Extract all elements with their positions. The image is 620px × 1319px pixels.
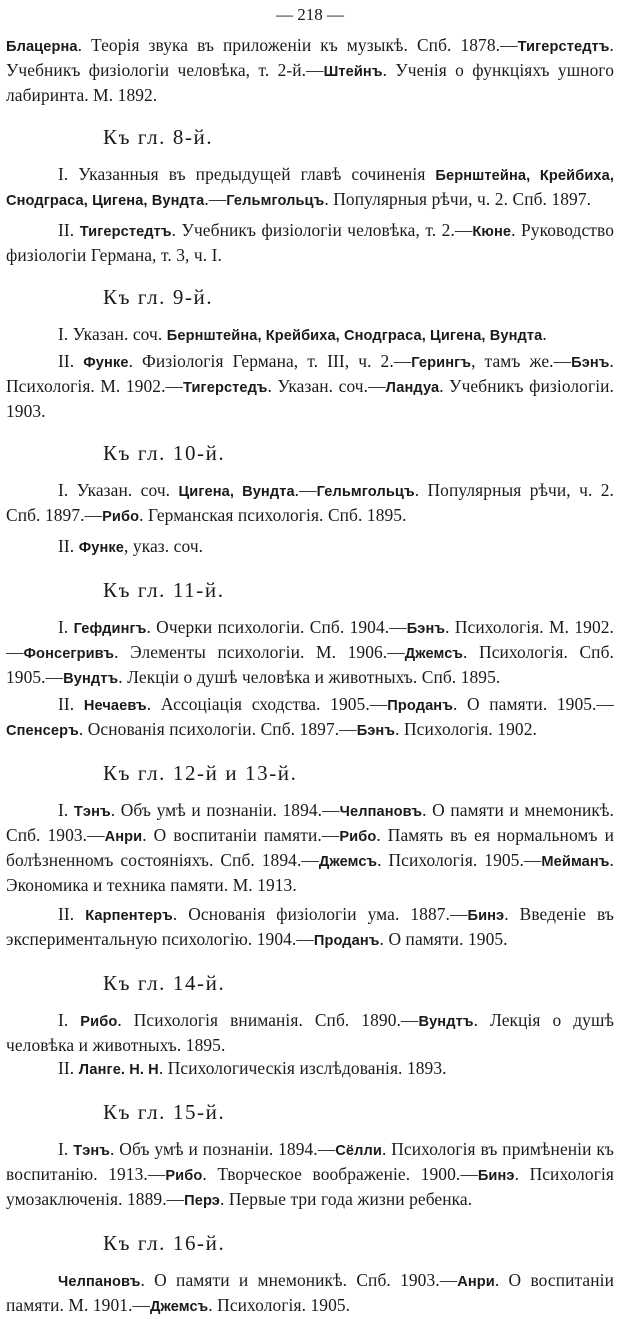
reference-text: . <box>542 324 547 344</box>
author-name: Челпановъ <box>339 804 423 820</box>
reference-text: . Германская психологiя. Спб. 1895. <box>139 505 407 525</box>
author-name: Бэнъ <box>356 723 396 739</box>
bibliography-paragraph <box>6 1057 614 1082</box>
reference-text: I. Указан. соч. <box>58 324 167 344</box>
reference-text: . Психологiя. М. 1902.— <box>6 351 614 396</box>
author-name: Функе <box>78 540 124 556</box>
reference-text: .— <box>204 189 227 209</box>
bibliography-paragraph <box>6 616 614 691</box>
reference-text: II. <box>58 536 79 556</box>
author-name: Анри <box>104 829 143 845</box>
bibliography-paragraph <box>6 1269 614 1319</box>
bibliography-content <box>6 34 614 1319</box>
reference-text: . Физiологiя Германа, т. III, ч. 2.— <box>128 351 412 371</box>
author-name: Рибо <box>339 829 377 845</box>
reference-text: II. <box>58 351 84 371</box>
author-name: Штейнъ <box>323 64 383 80</box>
reference-text: . Психологiя въ примѣненiи къ воспитанiю. 1913.— <box>6 1139 614 1184</box>
author-name: Ландуа <box>385 380 440 396</box>
reference-text: . О памяти и мнемоникѣ. Спб. 1903.— <box>140 1270 458 1290</box>
bibliography-paragraph <box>6 1138 614 1213</box>
reference-text: . Психологiя вниманiя. Спб. 1890.— <box>117 1010 419 1030</box>
bibliography-paragraph <box>6 163 614 213</box>
author-name: Блацерна <box>6 39 78 55</box>
reference-text: . Введенiе въ экспериментальную психологiю. 1904.— <box>6 904 614 949</box>
reference-text: . О памяти. 1905.— <box>452 694 614 714</box>
reference-text: . Психологiя. М. 1902.— <box>6 617 614 662</box>
reference-text: . Учебникъ физiологiи человѣка, т. 2.— <box>171 220 473 240</box>
author-name: Бинэ <box>477 1168 515 1184</box>
chapter-heading: Къ гл. 16-й. <box>103 1231 226 1255</box>
reference-text: I. <box>58 1139 74 1159</box>
reference-text: . Основанiя психологiи. Спб. 1897.— <box>78 719 357 739</box>
reference-text: .— <box>294 480 317 500</box>
author-name: Бэнъ <box>571 355 610 371</box>
reference-text: . Лекцiи о душѣ человѣка и животныхъ. Спб. 1895. <box>118 667 501 687</box>
reference-text: . Ассоцiацiя сходства. 1905.— <box>146 694 388 714</box>
author-name: Ланге. Н. Н <box>78 1062 159 1078</box>
author-name: Вундтъ <box>418 1014 474 1030</box>
author-name: Мейманъ <box>541 854 610 870</box>
author-name: Проданъ <box>387 698 453 714</box>
reference-text: . Теорiя звука въ приложенiи къ музыкѣ. Спб. 1878.— <box>77 35 518 55</box>
reference-text: . Указан. соч.— <box>267 376 386 396</box>
reference-text: . Психологiя. Спб. 1905.— <box>6 642 614 687</box>
reference-text: . Психологiя. 1905. <box>208 1295 351 1315</box>
reference-text: . Экономика и техника памяти. М. 1913. <box>6 850 614 895</box>
reference-text: . Психологическiя изслѣдованiя. 1893. <box>158 1058 447 1078</box>
reference-text: II. <box>58 694 84 714</box>
author-name: Нечаевъ <box>83 698 147 714</box>
bibliography-paragraph <box>6 219 614 267</box>
reference-text: . О памяти и мнемоникѣ. Спб. 1903.— <box>6 800 614 845</box>
author-name: Бернштейна, Крейбиха, Снодграса, Цигена, Вундта <box>166 328 543 344</box>
bibliography-paragraph <box>6 535 614 560</box>
author-name: Тигерстедтъ <box>517 39 610 55</box>
chapter-heading: Къ гл. 14-й. <box>103 971 226 995</box>
bibliography-paragraph <box>6 479 614 529</box>
reference-text: . Учебникъ физiологiи человѣка, т. 2-й.— <box>6 35 614 80</box>
author-name: Цигена, Вундта <box>178 484 295 500</box>
author-name: Функе <box>83 355 129 371</box>
reference-text: . Популярныя рѣчи, ч. 2. Спб. 1897.— <box>6 480 614 525</box>
author-name: Челпановъ <box>58 1274 141 1290</box>
author-name: Гельмгольцъ <box>226 193 325 209</box>
bibliography-paragraph <box>6 903 614 953</box>
author-name: Анри <box>457 1274 495 1290</box>
reference-text: . Популярныя рѣчи, ч. 2. Спб. 1897. <box>324 189 592 209</box>
bibliography-paragraph <box>6 34 614 107</box>
reference-text: . Руководство физiологiи Германа, т. 3, ч. I. <box>6 220 614 265</box>
author-name: Тэнъ <box>73 1143 111 1159</box>
reference-text: . Очерки психологiи. Спб. 1904.— <box>146 617 407 637</box>
reference-text: . Творческое воображенiе. 1900.— <box>202 1164 478 1184</box>
author-name: Рибо <box>165 1168 203 1184</box>
chapter-heading: Къ гл. 12-й и 13-й. <box>103 761 298 785</box>
author-name: Бинэ <box>467 908 505 924</box>
reference-text: . Лекцiя о душѣ человѣка и животныхъ. 1895. <box>6 1010 614 1055</box>
author-name: Сёлли <box>335 1143 382 1159</box>
author-name: Герингъ <box>411 355 472 371</box>
reference-text: . Первые три года жизни ребенка. <box>219 1189 473 1209</box>
author-name: Карпентеръ <box>85 908 173 924</box>
reference-text: . О памяти. 1905. <box>379 929 508 949</box>
reference-text: . Психологiя. 1902. <box>395 719 537 739</box>
reference-text: . Психологiя умозаключенiя. 1889.— <box>6 1164 614 1209</box>
author-name: Гельмгольцъ <box>316 484 415 500</box>
chapter-heading: Къ гл. 11-й. <box>103 578 225 602</box>
reference-text: . Объ умѣ и познанiи. 1894.— <box>110 1139 336 1159</box>
reference-text: . Психологiя. 1905.— <box>377 850 542 870</box>
author-name: Рибо <box>102 509 140 525</box>
bibliography-paragraph <box>6 799 614 897</box>
chapter-heading: Къ гл. 10-й. <box>103 441 226 465</box>
reference-text: . Память въ ея нормальномъ и болѣзненномъ состоянiяхъ. Спб. 1894.— <box>6 825 614 870</box>
bibliography-paragraph <box>6 350 614 423</box>
reference-text: , указ. соч. <box>124 536 204 556</box>
reference-text: II. <box>58 904 86 924</box>
author-name: Проданъ <box>313 933 380 949</box>
reference-text: . Учебникъ физiологiи. 1903. <box>6 376 614 421</box>
author-name: Бернштейна, Крейбиха, Снодграса, Цигена, Вундта <box>6 168 614 209</box>
author-name: Фонсегривъ <box>23 646 115 662</box>
page-number: — 218 — <box>276 5 344 24</box>
bibliography-paragraph <box>6 693 614 743</box>
chapter-heading: Къ гл. 8-й. <box>103 125 214 149</box>
reference-text: I. <box>58 617 74 637</box>
author-name: Бэнъ <box>406 621 446 637</box>
reference-text: . Элементы психологiи. М. 1906.— <box>114 642 405 662</box>
chapter-heading: Къ гл. 9-й. <box>103 285 214 309</box>
author-name: Кюне <box>472 224 512 240</box>
author-name: Вундтъ <box>63 671 119 687</box>
author-name: Джемсъ <box>404 646 463 662</box>
reference-text: I. Указан. соч. <box>58 480 179 500</box>
author-name: Гефдингъ <box>73 621 147 637</box>
author-name: Тэнъ <box>73 804 111 820</box>
reference-text: II. <box>58 220 80 240</box>
author-name: Перэ <box>184 1193 220 1209</box>
reference-text: I. <box>58 1010 81 1030</box>
reference-text: . Ученiя о функцiяхъ ушного лабиринта. М. 1892. <box>6 60 614 105</box>
author-name: Тигерстедъ <box>183 380 268 396</box>
reference-text: . Основанiя физiологiи ума. 1887.— <box>172 904 468 924</box>
reference-text: II. <box>58 1058 79 1078</box>
reference-text: I. <box>58 800 74 820</box>
reference-text: . О воспитанiи памяти.— <box>142 825 340 845</box>
author-name: Спенсеръ <box>6 723 79 739</box>
reference-text: , тамъ же.— <box>471 351 572 371</box>
author-name: Тигерстедтъ <box>79 224 172 240</box>
bibliography-paragraph <box>6 323 614 348</box>
reference-text: . О воспитанiи памяти. М. 1901.— <box>6 1270 614 1315</box>
reference-text: . Объ умѣ и познанiи. 1894.— <box>110 800 340 820</box>
reference-text: I. Указанныя въ предыдущей главѣ сочиненiя <box>58 164 436 184</box>
bibliography-paragraph <box>6 1009 614 1057</box>
author-name: Джемсъ <box>318 854 378 870</box>
chapter-heading: Къ гл. 15-й. <box>103 1100 226 1124</box>
author-name: Рибо <box>80 1014 118 1030</box>
author-name: Джемсъ <box>150 1299 209 1315</box>
